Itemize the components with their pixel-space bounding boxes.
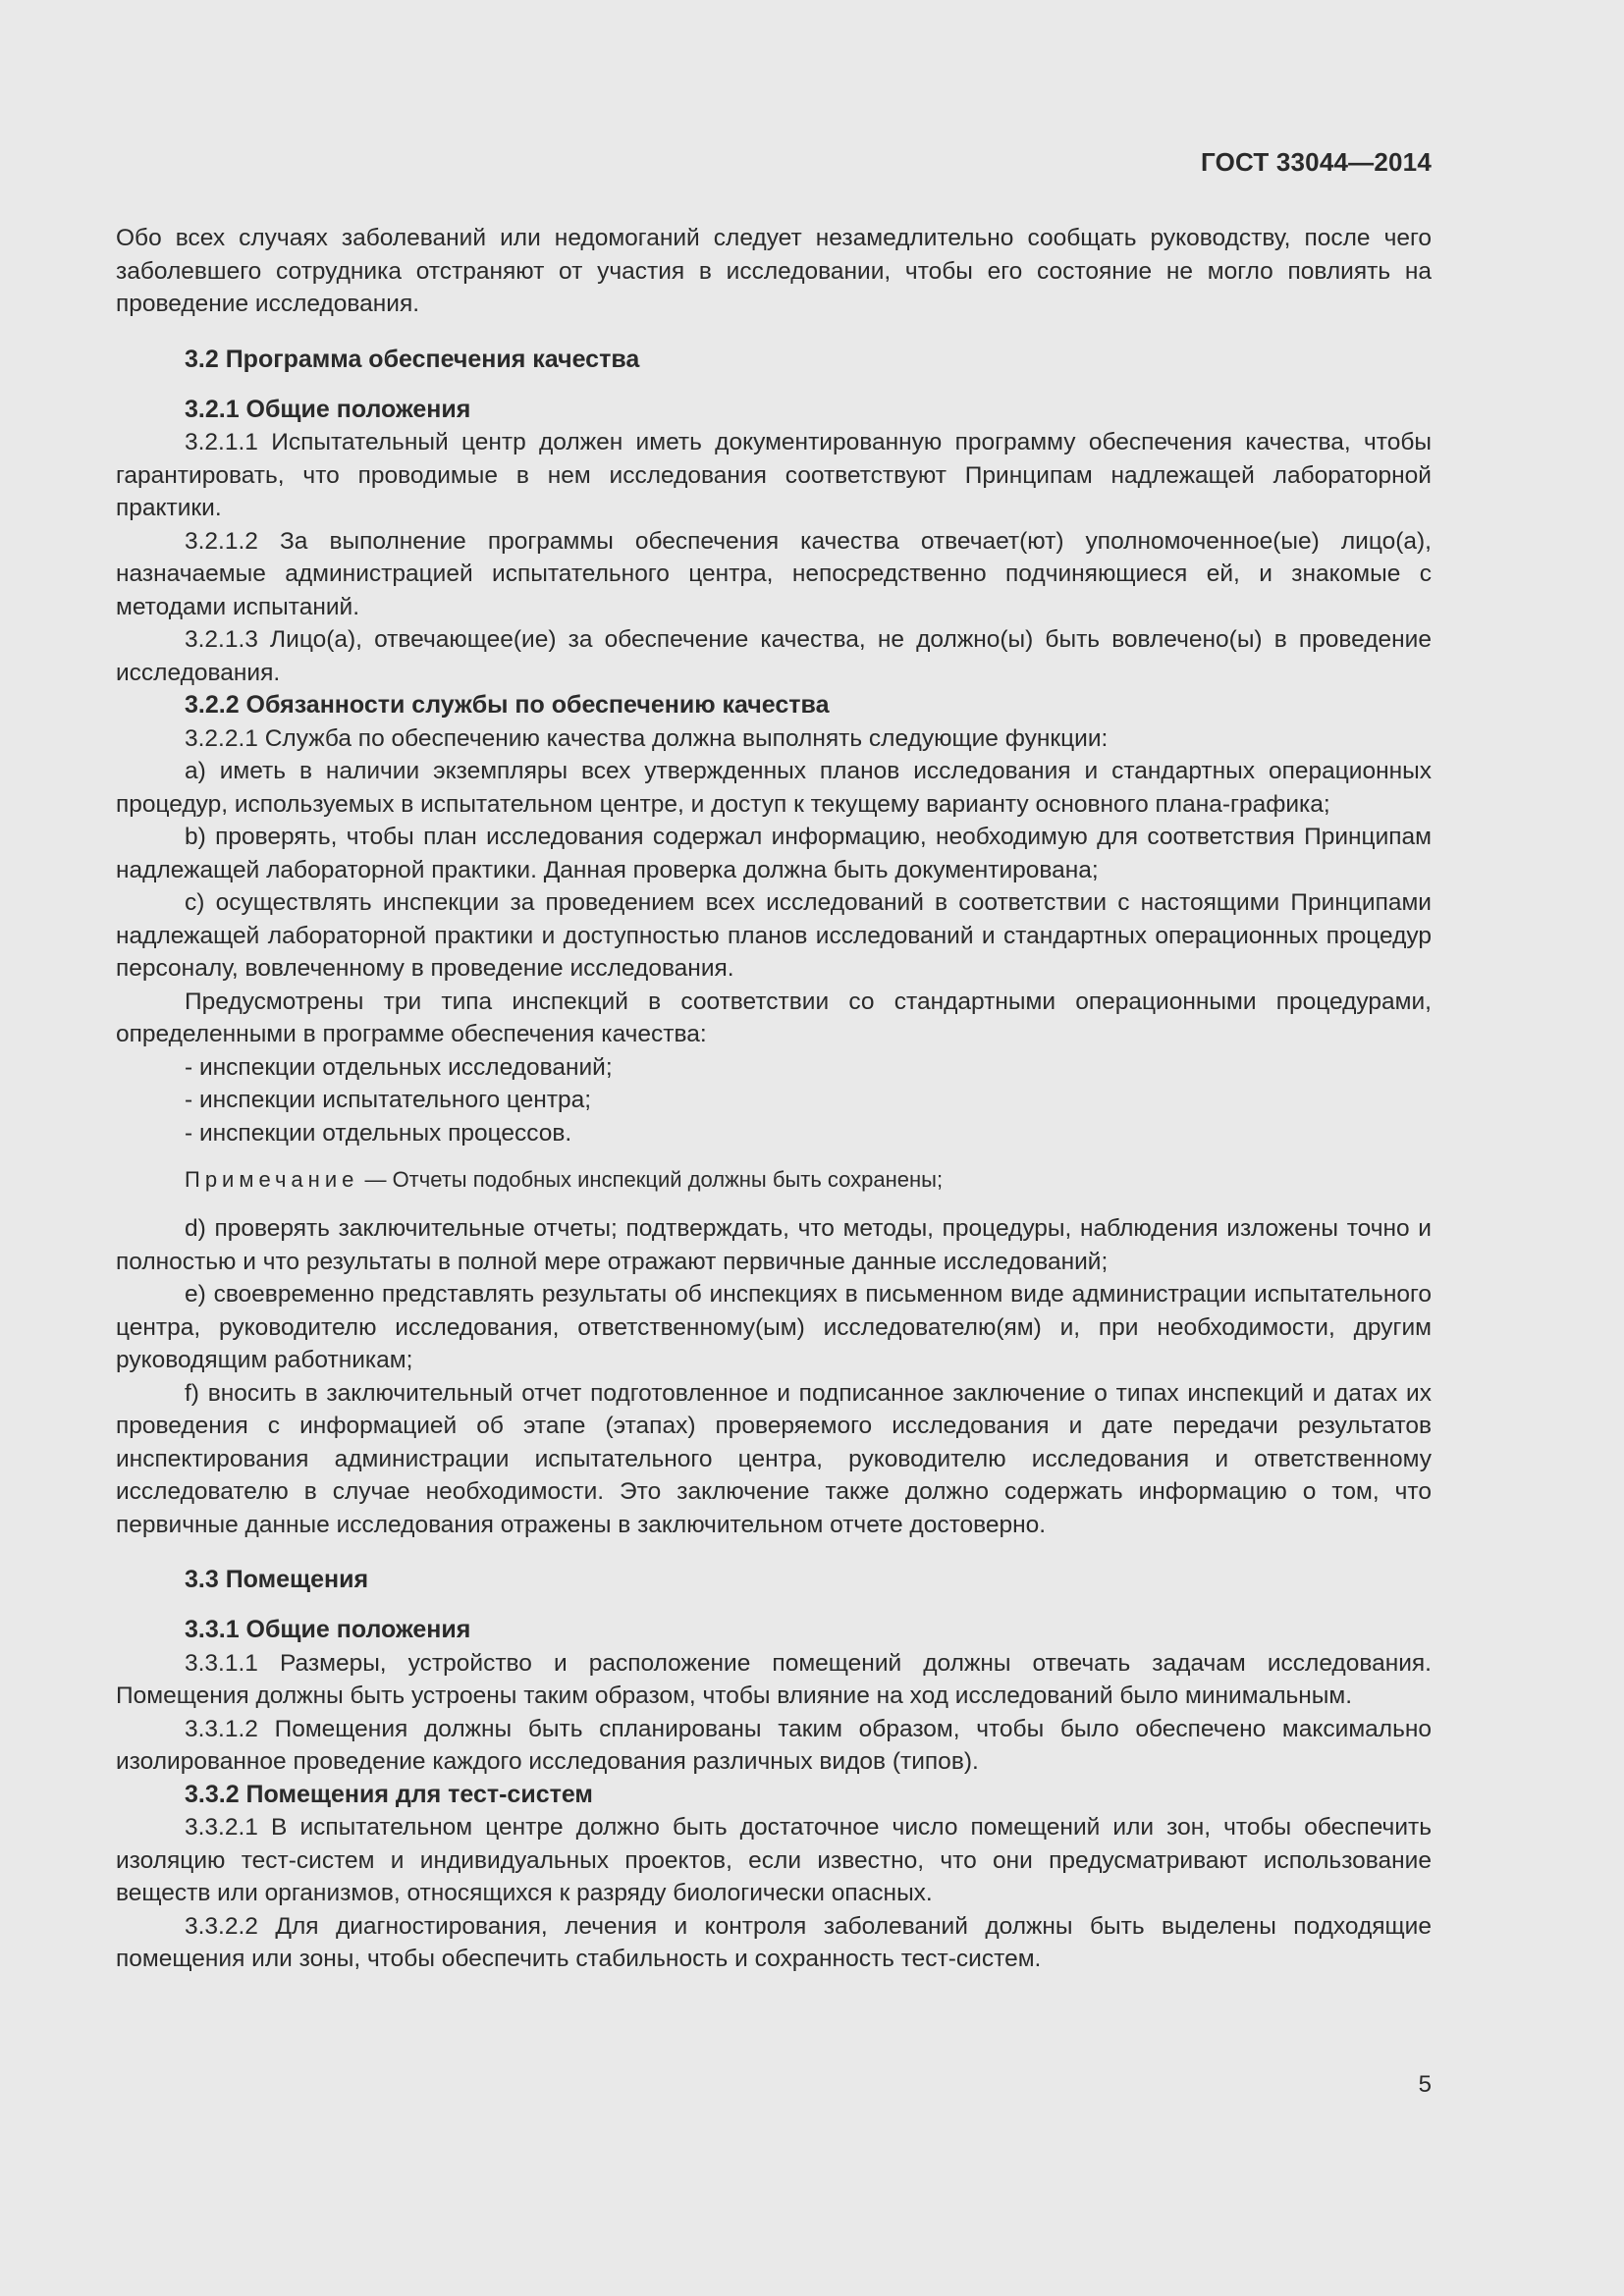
paragraph-3-3-2-2: 3.3.2.2 Для диагностирования, лечения и контроля заболеваний должны быть выделены подходящие помещения или зоны, чтобы обеспечить стабильность и сохранность тест-систем.: [116, 1912, 1432, 1972]
section-3-2-title: 3.2 Программа обеспечения качества: [185, 345, 640, 373]
document-id-header: ГОСТ 33044—2014: [1201, 147, 1432, 177]
list-item-e: e) своевременно представлять результаты об инспекциях в письменном виде администрации испытательного центра, руководителю исследования, ответственному(ым) исследователю(ям) и, при необходимости, другим руководящим работникам;: [116, 1281, 1432, 1373]
note-label: Примечание: [185, 1167, 359, 1192]
section-3-2-1-title: 3.2.1 Общие положения: [185, 395, 471, 423]
section-3-2-2-title: 3.2.2 Обязанности службы по обеспечению качества: [185, 691, 830, 719]
list-item-f: f) вносить в заключительный отчет подготовленное и подписанное заключение о типах инспекций и датах их проведения с информацией об этапе (этапах) проверяемого исследования и дате передачи результатов инспектирования администрации испытательного центра, руководителю исследования и ответственному исследователю в случае необходимости. Это заключение также должно содержать информацию о том, что первичные данные исследования отражены в заключительном отчете достоверно.: [116, 1379, 1432, 1538]
paragraph-3-3-2-1: 3.3.2.1 В испытательном центре должно быть достаточное число помещений или зон, чтобы обеспечить изоляцию тест-систем и индивидуальных проектов, если известно, что они предусматривают использование веществ или организмов, относящихся к разряду биологически опасных.: [116, 1814, 1432, 1906]
paragraph-3-3-1-2: 3.3.1.2 Помещения должны быть спланированы таким образом, чтобы было обеспечено максимально изолированное проведение каждого исследования различных видов (типов).: [116, 1715, 1432, 1775]
paragraph-3-3-1-1: 3.3.1.1 Размеры, устройство и расположение помещений должны отвечать задачам исследования. Помещения должны быть устроены таким образом, чтобы влияние на ход исследований было минимальным.: [116, 1649, 1432, 1709]
page-number: 5: [1418, 2071, 1432, 2098]
section-3-3-1-title: 3.3.1 Общие положения: [185, 1616, 471, 1643]
list-item-b: b) проверять, чтобы план исследования содержал информацию, необходимую для соответствия Принципам надлежащей лабораторной практики. Данная проверка должна быть документирована;: [116, 824, 1432, 883]
list-item-c: c) осуществлять инспекции за проведением всех исследований в соответствии с настоящими Принципами надлежащей лабораторной практики и доступностью планов исследований и стандартных операционных процедур персоналу, вовлеченному в проведение исследования.: [116, 889, 1432, 982]
paragraph-3-2-1-3: 3.2.1.3 Лицо(а), отвечающее(ие) за обеспечение качества, не должно(ы) быть вовлечено(ы) в проведение исследования.: [116, 626, 1432, 686]
list-item-a: a) иметь в наличии экземпляры всех утвержденных планов исследования и стандартных операционных процедур, используемых в испытательном центре, и доступ к текущему варианту основного плана-графика;: [116, 758, 1432, 818]
paragraph-3-2-2-1: 3.2.2.1 Служба по обеспечению качества должна выполнять следующие функции:: [185, 724, 1109, 752]
document-page: [116, 0, 1432, 2296]
intro-paragraph: Обо всех случаях заболеваний или недомоганий следует незамедлительно сообщать руководству, после чего заболевшего сотрудника отстраняют от участия в исследовании, чтобы его состояние не могло повлиять на проведение исследования.: [116, 225, 1432, 317]
section-3-3-title: 3.3 Помещения: [185, 1566, 369, 1593]
inspection-type-item: - инспекции испытательного центра;: [185, 1087, 592, 1113]
document-body: [116, 222, 1432, 1976]
inspection-types-intro: Предусмотрены три типа инспекций в соответствии со стандартными операционными процедурами, определенными в программе обеспечения качества:: [116, 988, 1432, 1047]
inspection-type-item: - инспекции отдельных исследований;: [185, 1053, 613, 1081]
paragraph-3-2-1-1: 3.2.1.1 Испытательный центр должен иметь документированную программу обеспечения качества, чтобы гарантировать, что проводимые в нем исследования соответствуют Принципам надлежащей лабораторной практики.: [116, 429, 1432, 521]
inspection-type-item: - инспекции отдельных процессов.: [185, 1119, 572, 1147]
section-3-3-2-title: 3.3.2 Помещения для тест-систем: [185, 1780, 593, 1808]
note-text: — Отчеты подобных инспекций должны быть сохранены;: [358, 1167, 944, 1192]
note: [116, 1163, 1432, 1197]
paragraph-3-2-1-2: 3.2.1.2 За выполнение программы обеспечения качества отвечает(ют) уполномоченное(ые) лицо(а), назначаемые администрацией испытательного центра, непосредственно подчиняющиеся ей, и знакомые с методами испытаний.: [116, 527, 1432, 620]
list-item-d: d) проверять заключительные отчеты; подтверждать, что методы, процедуры, наблюдения изложены точно и полностью и что результаты в полной мере отражают первичные данные исследований;: [116, 1215, 1432, 1275]
